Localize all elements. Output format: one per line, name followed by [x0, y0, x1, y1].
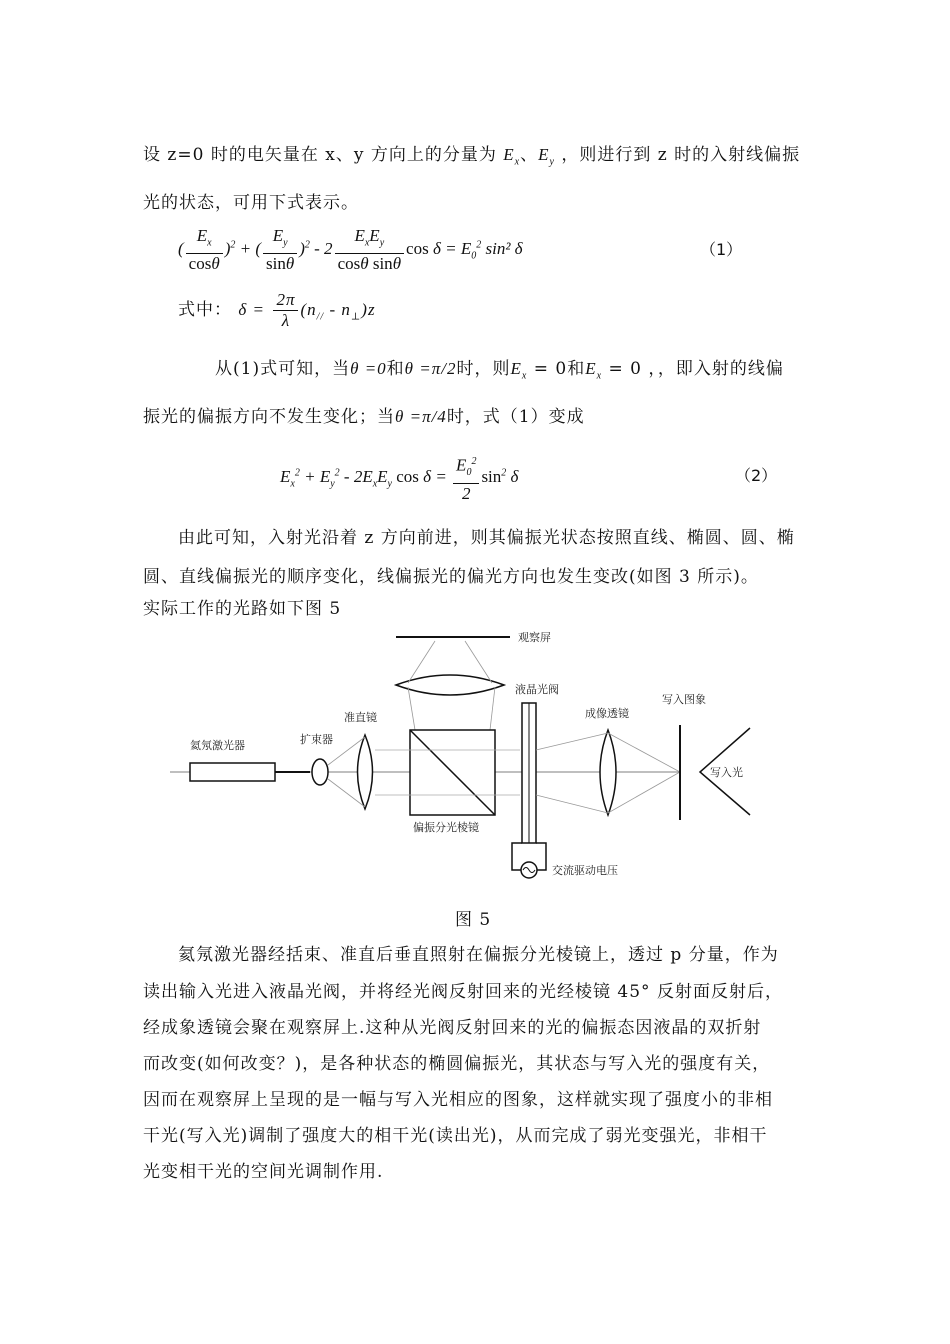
- label-write-light: 写入光: [710, 766, 743, 779]
- para4-line7: 光变相干光的空间光调制作用.: [143, 1162, 384, 1182]
- para3-line3: 实际工作的光路如下图 5: [143, 599, 342, 619]
- equation-1-number: （1）: [700, 240, 743, 259]
- label-laser: 氦氖激光器: [190, 739, 245, 752]
- para1-line2: 光的状态，可用下式表示。: [143, 193, 359, 213]
- label-lcvalve: 液晶光阀: [515, 683, 559, 696]
- para4-line1: 氦氖激光器经括束、准直后垂直照射在偏振分光棱镜上，透过 p 分量，作为: [178, 945, 779, 965]
- para1-line1: 设 z=0 时的电矢量在 x、y 方向上的分量为 $E_x$、$E_y$ ，则进行到 z 时的入射线偏振: [143, 145, 801, 168]
- collimator-lens: [358, 735, 373, 809]
- para2-line1: 从(1)式可知，当θ =0和θ =π/2时，则$E_x = 0$和$E_x = 0$ ，，即入射的线偏: [215, 359, 784, 382]
- label-write-image: 写入图象: [662, 693, 706, 706]
- equation-2: $E_x^2 + E_y^2 - 2E_xE_y$ cos δ = $\frac{E_0^2}{2}$ $\sin^2 \delta$: [280, 452, 518, 504]
- imaging-lens: [600, 730, 616, 815]
- label-ac: 交流驱动电压: [552, 864, 618, 877]
- para2-line2: 振光的偏振方向不发生变化；当θ =π/4时，式（1）变成: [143, 407, 585, 427]
- label-collimator: 准直镜: [344, 711, 377, 724]
- optical-path-diagram: [160, 625, 800, 885]
- para4-line4: 而改变(如何改变？)，是各种状态的椭圆偏振光，其状态与写入光的强度有关，: [143, 1054, 771, 1074]
- label-expander: 扩束器: [300, 733, 333, 746]
- beam-expander: [312, 759, 328, 785]
- where-line: 式中： δ = $\frac{2\pi}{\lambda}$ $(n_{//} - n_\perp)z$: [178, 290, 376, 330]
- para4-line6: 干光(写入光)调制了强度大的相干光(读出光)，从而完成了弱光变强光，非相干: [143, 1126, 768, 1146]
- label-pbs: 偏振分光棱镜: [413, 821, 479, 834]
- para3-line1: 由此可知，入射光沿着 z 方向前进，则其偏振光状态按照直线、椭圆、圆、椭: [178, 528, 795, 548]
- label-screen: 观察屏: [518, 631, 551, 644]
- para4-line2: 读出输入光进入液晶光阀，并将经光阀反射回来的光经棱镜 45° 反射面反射后，: [143, 982, 783, 1002]
- para3-line2: 圆、直线偏振光的顺序变化，线偏振光的偏光方向也发生变改(如图 3 所示)。: [143, 567, 759, 587]
- para4-line3: 经成象透镜会聚在观察屏上.这种从光阀反射回来的光的偏振态因液晶的双折射: [143, 1018, 762, 1038]
- label-imaging-lens: 成像透镜: [585, 707, 629, 720]
- para4-line5: 因而在观察屏上呈现的是一幅与写入光相应的图象，这样就实现了强度小的非相: [143, 1090, 773, 1110]
- laser: [190, 763, 275, 781]
- equation-2-number: （2）: [735, 466, 778, 485]
- upper-lens: [396, 675, 504, 695]
- figure-caption: 图 5: [455, 910, 492, 930]
- equation-1: ( $\frac{E_x}{\cos\theta}$ )$^2$ + ( $\frac{E_y}{\sin\theta}$ )$^2$ - 2 $\frac{E_xE_y}{\text{cosθ sinθ}}$ $\cos \delta = E_0^2$ sin² δ: [178, 226, 523, 274]
